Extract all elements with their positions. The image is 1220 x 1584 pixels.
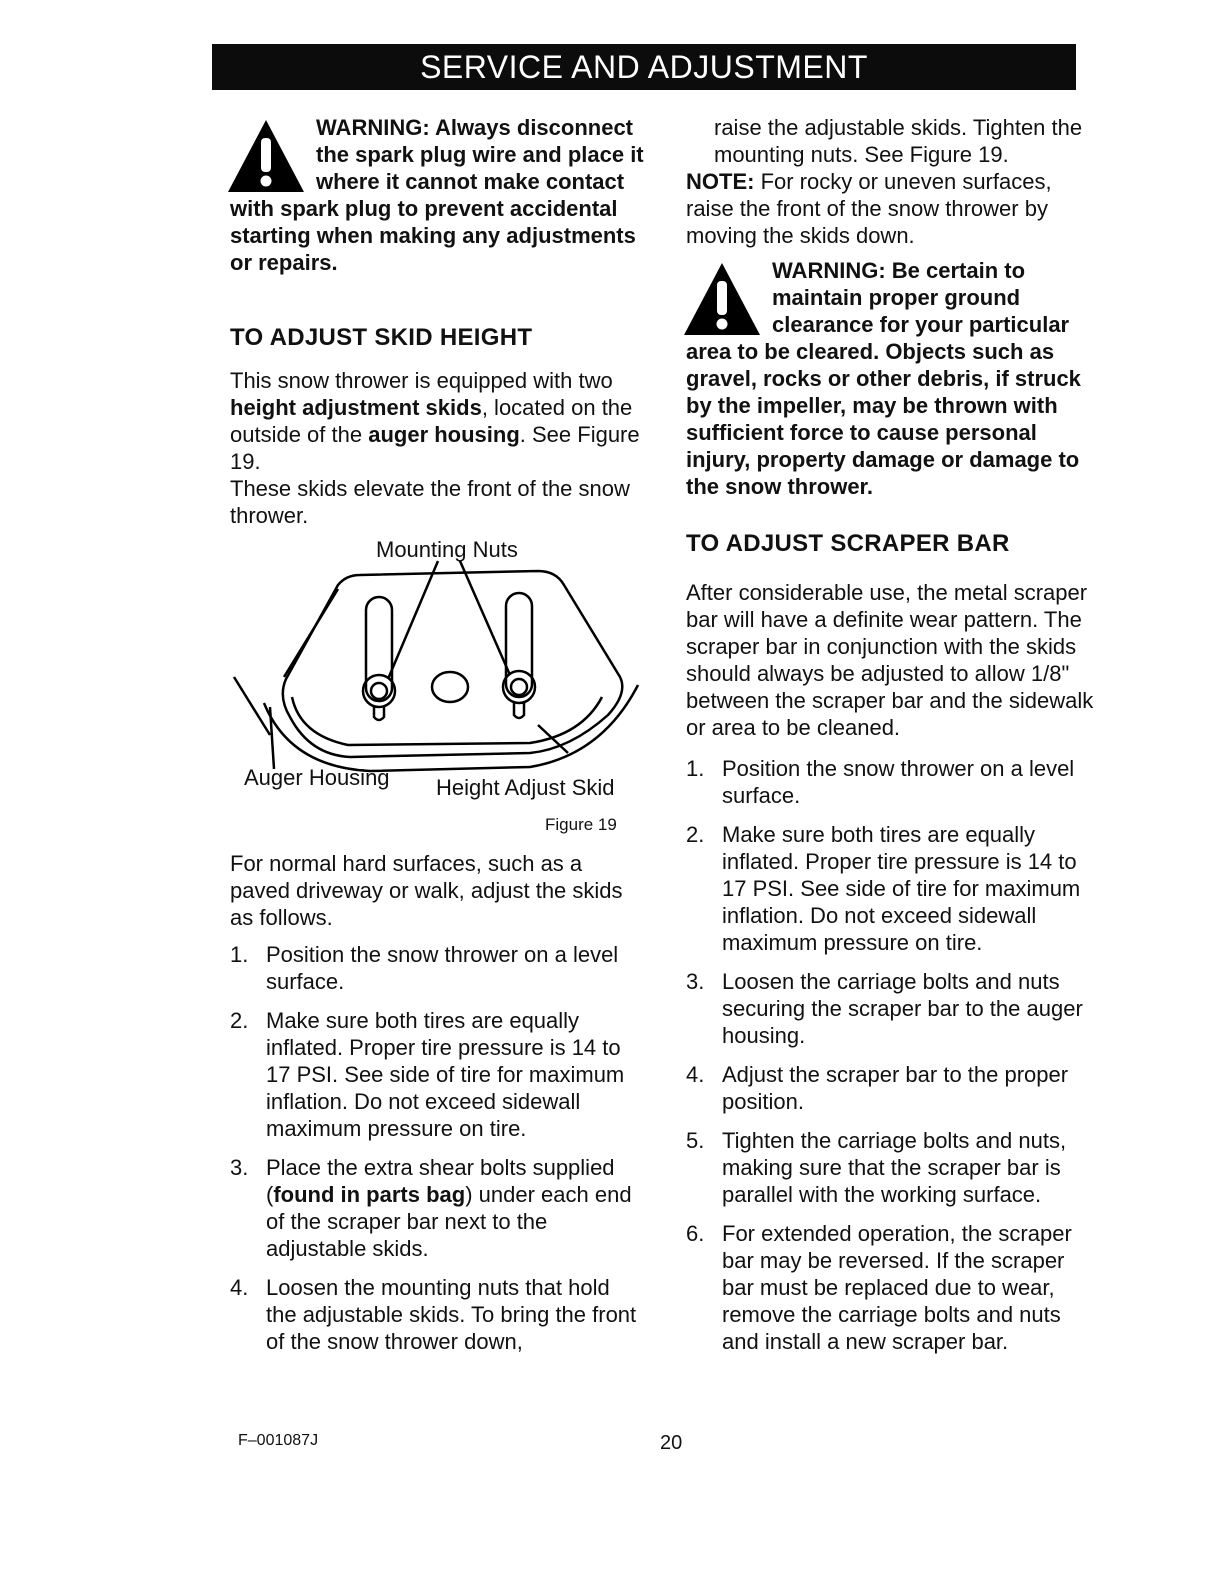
figure-caption: Figure 19 [545, 815, 617, 834]
spark-plug-warning [230, 114, 646, 276]
list-item: 5. Tighten the carriage bolts and nuts, making sure that the scraper bar is parallel with the working surface. [686, 1128, 1067, 1207]
list-item: 3. Loosen the carriage bolts and nuts securing the scraper bar to the auger housing. [686, 969, 1083, 1048]
figure-19 [230, 535, 646, 840]
left-column-lower [230, 850, 646, 1355]
hard-surface-intro: For normal hard surfaces, such as a paved driveway or walk, adjust the skids as follows. [230, 851, 623, 930]
warning-text: WARNING: Be certain to maintain proper ground clearance for your particular area to be cleared. Objects such as gravel, rocks or other debris, if struck by the impeller, may be thrown with sufficient force to cause personal injury, property damage or damage to the snow thrower. [686, 258, 1081, 499]
list-item: 1. Position the snow thrower on a level surface. [686, 756, 1075, 808]
clearance-warning [686, 257, 1096, 500]
document-code: F–001087J [238, 1432, 319, 1449]
page-number: 20 [660, 1432, 683, 1454]
list-item: 6. For extended operation, the scraper bar may be reversed. If the scraper bar must be replaced due to wear, remove the carriage bolts and nuts and install a new scraper bar. [686, 1221, 1072, 1354]
skid-continuation: raise the adjustable skids. Tighten the mounting nuts. See Figure 19. [714, 115, 1083, 167]
right-column [686, 114, 1096, 1355]
scraper-steps [686, 755, 1096, 1355]
skid-height-heading: TO ADJUST SKID HEIGHT [230, 324, 533, 351]
skid-steps [230, 941, 646, 1355]
label-height-adjust-skid: Height Adjust Skid [436, 775, 615, 800]
warning-text: WARNING: Always disconnect the spark plug wire and place it where it cannot make contact with spark plug to prevent accidental starting when making any adjustments or repairs. [230, 115, 644, 275]
scraper-intro: After considerable use, the metal scraper bar will have a definite wear pattern. The scraper bar in conjunction with the skids should always be adjusted to allow 1/8" between the scraper bar and the sidewalk or area to be cleaned. [686, 580, 1094, 740]
section-banner: SERVICE AND ADJUSTMENT [212, 44, 1076, 90]
list-item: 1. Position the snow thrower on a level surface. [230, 942, 619, 994]
list-item: 4. Loosen the mounting nuts that hold the adjustable skids. To bring the front of the snow thrower down, [230, 1275, 637, 1354]
list-item: 2. Make sure both tires are equally inflated. Proper tire pressure is 14 to 17 PSI. See side of tire for maximum inflation. Do not exceed sidewall maximum pressure on tire. [230, 1008, 625, 1141]
scraper-bar-heading: TO ADJUST SCRAPER BAR [686, 530, 1010, 557]
list-item: 3. Place the extra shear bolts supplied (found in parts bag) under each end of the scraper bar next to the adjustable skids. [230, 1155, 632, 1261]
skid-purpose: These skids elevate the front of the snow thrower. [230, 476, 630, 528]
list-item: 2. Make sure both tires are equally inflated. Proper tire pressure is 14 to 17 PSI. See side of tire for maximum inflation. Do not exceed sidewall maximum pressure on tire. [686, 822, 1081, 955]
skid-intro: This snow thrower is equipped with two height adjustment skids, located on the outside of the auger housing. See Figure 19. [230, 368, 640, 474]
left-column [230, 114, 646, 529]
warning-triangle-icon [226, 118, 306, 194]
warning-triangle-icon [682, 261, 762, 337]
list-item: 4. Adjust the scraper bar to the proper position. [686, 1062, 1069, 1114]
label-auger-housing: Auger Housing [244, 765, 390, 790]
label-mounting-nuts: Mounting Nuts [376, 537, 518, 562]
rocky-surface-note: NOTE: For rocky or uneven surfaces, raise the front of the snow thrower by moving the skids down. [686, 169, 1052, 248]
